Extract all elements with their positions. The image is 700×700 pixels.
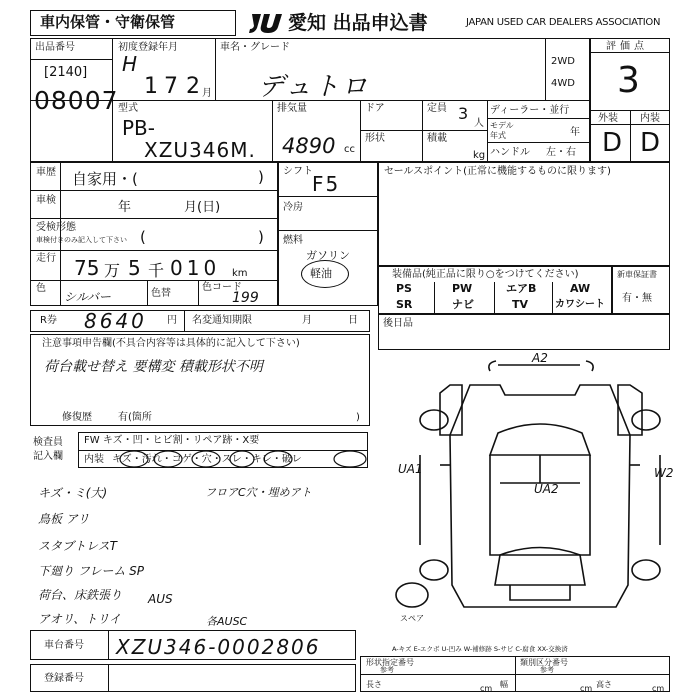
inspector-interior-label: 内装 (84, 454, 104, 465)
deadline-label: 名変通知期限 (192, 315, 252, 326)
acceptance-label: 受検形態 (36, 222, 76, 233)
history-value: 自家用・( (72, 170, 138, 188)
association-name: JAPAN USED CAR DEALERS ASSOCIATION (466, 17, 661, 28)
chassis-value: XZU346-0002806 (116, 635, 321, 659)
exterior-label: 外装 (598, 113, 618, 124)
hand-note: スタブトレスT (38, 539, 117, 553)
car-damage-diagram (380, 345, 680, 645)
inspection-year: 年 (118, 200, 132, 215)
lot-prefix: [2140] (44, 65, 88, 80)
exterior-grade: D (602, 128, 623, 158)
history-label: 車歴 (36, 167, 56, 178)
mileage-rest: 010 (170, 256, 221, 280)
length-unit: cm (480, 684, 493, 693)
hand-note: フロアC穴・埋めアト (205, 486, 312, 499)
hand-note: 下廻り フレーム SP (38, 564, 145, 578)
equip-airbag: エアB (506, 282, 537, 295)
mileage-man: 万 (104, 261, 121, 280)
registration-year: 17 (144, 74, 184, 99)
damage-legend: A-キズ E-エクボ U-凹み W-補修跡 S-サビ C-腐食 XX-交換済 (392, 645, 568, 653)
registration-month: 2 (186, 74, 200, 99)
width-label: 幅 (500, 680, 508, 689)
sales-point-box (378, 162, 670, 266)
model-label: 型式 (118, 103, 138, 114)
hand-note: 荷台、床鉄張り (38, 588, 123, 602)
color-code-label: 色コード (202, 282, 242, 293)
rating-label: 評価点 (606, 41, 648, 52)
car-name-label: 車名・グレード (220, 42, 290, 53)
fuel-label: 燃料 (283, 235, 303, 246)
load-label: 積載 (427, 133, 447, 144)
interior-label: 内装 (640, 113, 660, 124)
model-year-label: モデル (490, 121, 514, 130)
hand-note: 鳥板 アリ (38, 512, 90, 526)
load-unit: kg (473, 150, 486, 161)
recycle-amount: 8640 (84, 309, 147, 333)
dealer-label: ディーラー・並行 (490, 105, 570, 116)
equipment-label: 装備品(純正品に限り○をつけてください) (392, 269, 579, 280)
color-label: 色 (36, 283, 46, 294)
equip-ps: PS (396, 282, 412, 295)
model-year-label2: 年式 (490, 131, 506, 140)
inspector-interior-row: キズ・汚れ・コゲ・穴・スレ・キレ・破レ (112, 454, 302, 465)
handle-label: ハンドル (490, 147, 530, 158)
height-unit: cm (652, 684, 665, 693)
diagram-mark-top: A2 (532, 351, 548, 365)
deadline-month: 月 (302, 315, 312, 326)
repair-label: 修復歴 (62, 412, 92, 423)
color-code-value: 199 (232, 290, 259, 306)
door-label: ドア (365, 103, 385, 114)
color-change-label: 色替 (151, 288, 171, 299)
sales-point-label: セールスポイント(正常に機能するものに限ります) (384, 166, 611, 177)
inspection-month: 月(日) (184, 200, 221, 215)
mileage-label: 走行 (36, 253, 56, 264)
car-name-value: デュトロ (258, 72, 370, 102)
capacity-unit: 人 (474, 118, 484, 129)
fuel-circle (301, 260, 349, 288)
drive-2wd: 2WD (551, 56, 575, 67)
mileage-sen: 千 (148, 261, 165, 280)
hand-note: アオリ、トリイ (38, 612, 121, 626)
first-registration-label: 初度登録年月 (118, 42, 178, 53)
storage-label: 車内保管・守衛保管 (40, 13, 176, 31)
displacement-value: 4890 (282, 134, 336, 158)
diagram-mark-left: UA1 (398, 462, 423, 476)
hand-note: 各AUSC (206, 615, 248, 628)
capacity-label: 定員 (427, 103, 447, 114)
equip-aw: AW (570, 282, 591, 295)
displacement-label: 排気量 (277, 103, 307, 114)
ref-label-2: 参考 (540, 666, 554, 674)
diagram-mark-right: W2 (654, 466, 674, 480)
repair-value: 有(箇所 (118, 412, 152, 423)
inspector-label-1: 検査員 (33, 437, 63, 448)
deadline-day: 日 (348, 315, 358, 326)
rating-value: 3 (617, 60, 640, 101)
hand-note: AUS (148, 592, 173, 606)
drive-4wd: 4WD (551, 78, 575, 89)
mileage-man-digit: 75 (74, 256, 100, 280)
warranty-value: 有・無 (622, 293, 652, 304)
mileage-sen-digit: 5 (128, 256, 141, 280)
category-label: 類別区分番号 (520, 658, 568, 667)
reg-label: 登録番号 (44, 673, 84, 684)
repair-paren: ) (356, 412, 360, 423)
form-title: 愛知 出品申込書 (288, 12, 428, 34)
chassis-label: 車台番号 (44, 640, 84, 651)
acceptance-paren-close: ) (258, 228, 264, 246)
notes-label: 注意事項申告欄(不具合内容等は具体的に記入して下さい) (42, 338, 300, 349)
ac-label: 冷房 (283, 202, 303, 213)
shape-spec-label: 形状指定番号 (366, 658, 414, 667)
height-label: 高さ (596, 680, 612, 689)
hand-note: キズ・ミ(大) (38, 486, 108, 500)
capacity-value: 3 (458, 104, 469, 123)
interior-circle-marks (110, 448, 370, 470)
fuel-diesel: 軽油 (310, 267, 332, 280)
era-value: H (122, 52, 138, 76)
rear-day-label: 後日品 (383, 318, 413, 329)
equip-sr: SR (396, 298, 413, 311)
lot-number: 08007 (34, 86, 119, 115)
handle-value: 左・右 (546, 147, 576, 158)
fuel-gasoline: ガソリン (306, 249, 350, 262)
displacement-unit: cc (344, 144, 355, 155)
year-unit: 年 (570, 127, 580, 138)
shape-label: 形状 (365, 133, 385, 144)
diagram-mark-center: UA2 (534, 482, 559, 496)
lot-number-label: 出品番号 (35, 42, 75, 53)
recycle-unit: 円 (167, 315, 177, 326)
equip-navi: ナビ (452, 298, 474, 311)
shift-value: F5 (312, 172, 341, 196)
equip-pw: PW (452, 282, 473, 295)
model-line1: PB- (122, 116, 155, 140)
recycle-label: R券 (40, 315, 57, 326)
history-paren: ) (258, 168, 264, 186)
notes-handwritten: 荷台載せ替え 要構変 積載形状不明 (44, 359, 263, 375)
inspection-label: 車検 (36, 195, 56, 206)
color-value: シルバー (64, 290, 111, 304)
interior-grade: D (640, 128, 661, 158)
equip-leather-seat: カワシート (555, 299, 605, 310)
mileage-unit: km (232, 268, 248, 279)
warranty-label: 新車保証書 (617, 270, 657, 279)
length-label: 長さ (366, 680, 382, 689)
spare-label: スペア (400, 614, 424, 623)
shift-label: シフト (283, 166, 313, 177)
model-line2: XZU346M. (144, 138, 256, 162)
inspector-label-2: 記入欄 (33, 451, 63, 462)
ju-logo (246, 12, 284, 34)
acceptance-paren: ( (140, 228, 146, 246)
ref-label: 参考 (380, 666, 394, 674)
width-unit: cm (580, 684, 593, 693)
acceptance-note: 車検付きのみ記入して下さい (36, 236, 127, 244)
inspector-fw-row: FW キズ・凹・ヒビ割・リペア跡・X要 (84, 435, 260, 446)
equip-tv: TV (512, 298, 529, 311)
month-unit: 月 (202, 88, 212, 99)
